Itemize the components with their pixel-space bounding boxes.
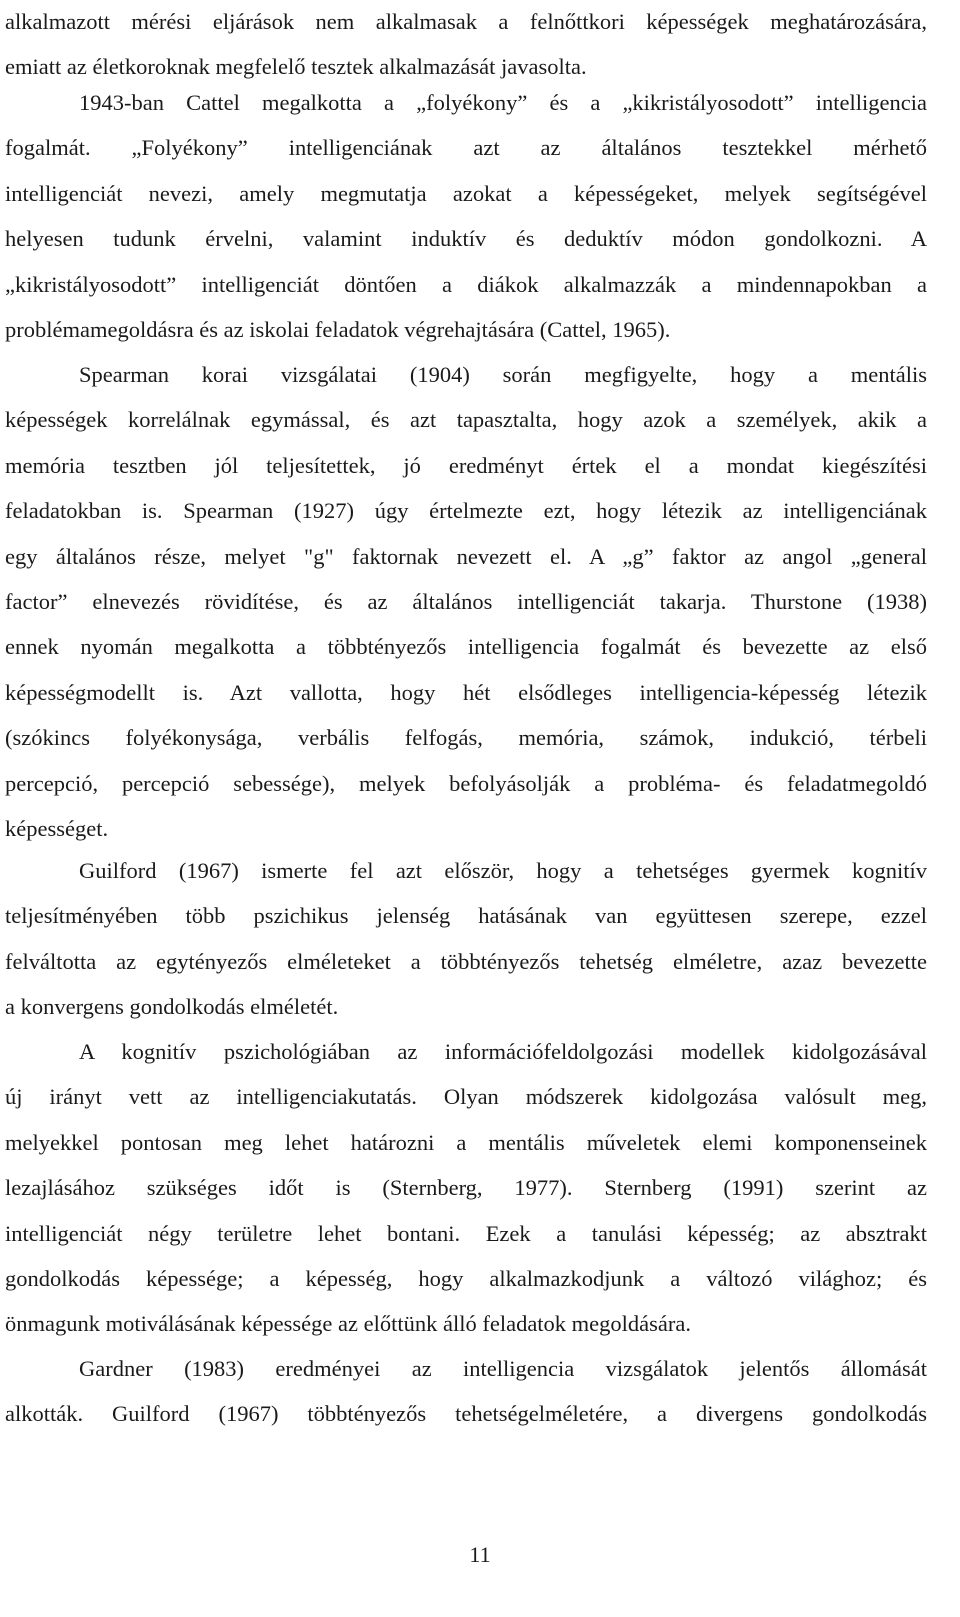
text-line: képességmodellt is. Azt vallotta, hogy hét elsődleges intelligencia-képesség létezik	[5, 679, 927, 705]
text-line: a konvergens gondolkodás elméletét.	[5, 994, 339, 1020]
text-line: „kikristályosodott” intelligenciát döntően a diákok alkalmazzák a mindennapokban a	[5, 271, 927, 297]
text-line: képességek korrelálnak egymással, és azt tapasztalta, hogy azok a személyek, akik a	[5, 407, 927, 433]
text-line: önmagunk motiválásának képessége az előttünk álló feladatok megoldására.	[5, 1311, 692, 1337]
paragraph	[5, 0, 927, 90]
paragraph	[5, 1029, 927, 1347]
text-line: emiatt az életkoroknak megfelelő tesztek alkalmazását javasolta.	[5, 54, 587, 80]
text-line: Gardner (1983) eredményei az intelligencia vizsgálatok jelentős állomását	[79, 1356, 927, 1381]
paragraph	[5, 352, 927, 851]
text-line: gondolkodás képessége; a képesség, hogy alkalmazkodjunk a változó világhoz; és	[5, 1265, 927, 1291]
text-line: Spearman korai vizsgálatai (1904) során megfigyelte, hogy a mentális	[79, 362, 927, 387]
text-line: intelligenciát négy területre lehet bontani. Ezek a tanulási képesség; az absztrakt	[5, 1220, 927, 1246]
text-line: 1943-ban Cattel megalkotta a „folyékony” és a „kikristályosodott” intelligencia	[79, 90, 927, 115]
text-line: percepció, percepció sebessége), melyek befolyásolják a probléma- és feladatmegoldó	[5, 770, 927, 796]
text-line: alkották. Guilford (1967) többtényezős tehetségelméletére, a divergens gondolkodás	[5, 1401, 927, 1427]
text-line: memória tesztben jól teljesítettek, jó eredményt értek el a mondat kiegészítési	[5, 452, 927, 478]
text-line: melyekkel pontosan meg lehet határozni a mentális műveletek elemi komponenseinek	[5, 1129, 927, 1155]
text-line: intelligenciát nevezi, amely megmutatja azokat a képességeket, melyek segítségével	[5, 180, 927, 206]
text-line: factor” elnevezés rövidítése, és az általános intelligenciát takarja. Thurstone (1938)	[5, 588, 927, 614]
text-line: problémamegoldásra és az iskolai feladatok végrehajtására (Cattel, 1965).	[5, 316, 671, 342]
text-line: felváltotta az egytényezős elméleteket a többtényezős tehetség elméletre, azaz bevezette	[5, 948, 927, 974]
text-line: teljesítményében több pszichikus jelenség hatásának van együttesen szerepe, ezzel	[5, 903, 927, 929]
paragraph	[5, 80, 927, 352]
text-line: egy általános része, melyet "g" faktornak nevezett el. A „g” faktor az angol „general	[5, 543, 927, 569]
text-line: Guilford (1967) ismerte fel azt először, hogy a tehetséges gyermek kognitív	[79, 858, 927, 883]
text-line: feladatokban is. Spearman (1927) úgy értelmezte ezt, hogy létezik az intelligenciának	[5, 498, 927, 524]
paragraph	[5, 848, 927, 1030]
text-line: képességet.	[5, 815, 109, 841]
text-line: fogalmát. „Folyékony” intelligenciának azt az általános tesztekkel mérhető	[5, 135, 927, 161]
text-line: helyesen tudunk érvelni, valamint induktív és deduktív módon gondolkozni. A	[5, 226, 927, 252]
text-line: A kognitív pszichológiában az információfeldolgozási modellek kidolgozásával	[79, 1039, 927, 1064]
text-line: (szókincs folyékonysága, verbális felfogás, memória, számok, indukció, térbeli	[5, 725, 927, 751]
page-number: 11	[469, 1542, 491, 1567]
text-line: alkalmazott mérési eljárások nem alkalmasak a felnőttkori képességek meghatározására,	[5, 9, 927, 34]
paragraph	[5, 1346, 927, 1437]
text-line: lezajlásához szükséges időt is (Sternberg, 1977). Sternberg (1991) szerint az	[5, 1175, 927, 1201]
text-line: új irányt vett az intelligenciakutatás. Olyan módszerek kidolgozása valósult meg,	[5, 1084, 927, 1110]
text-line: ennek nyomán megalkotta a többtényezős intelligencia fogalmát és bevezette az első	[5, 634, 927, 660]
